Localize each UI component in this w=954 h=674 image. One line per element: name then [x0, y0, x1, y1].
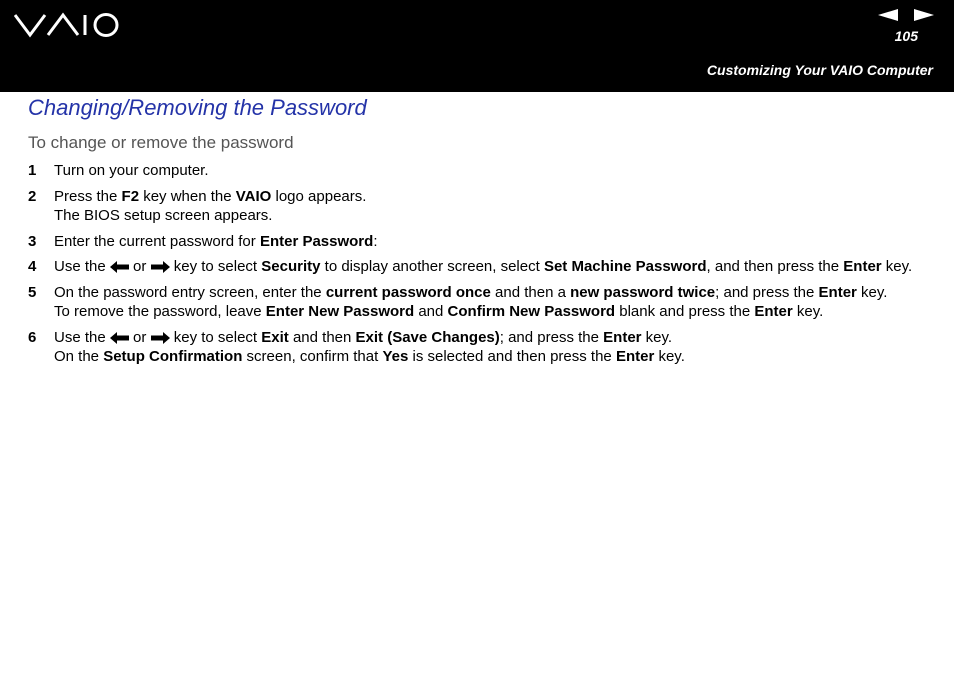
key-name: Enter [843, 258, 882, 275]
step-number: 6 [28, 328, 37, 346]
text-run: key when the [139, 187, 236, 205]
menu-name: Security [261, 258, 321, 275]
text-run: and then [288, 328, 356, 346]
previous-page-arrow-icon[interactable] [878, 9, 898, 21]
left-arrow-key-icon [110, 332, 129, 344]
text-run: key to select [169, 328, 262, 346]
text-run: On the password entry screen, enter the [54, 283, 326, 301]
text-run: Enter the current password for [54, 232, 260, 250]
step-number: 3 [28, 232, 37, 250]
text-run: , and then press the [706, 258, 844, 275]
step-text [54, 187, 934, 226]
text-run: key. [641, 328, 673, 346]
text-run: key. [856, 283, 888, 301]
step-2 [0, 187, 954, 226]
step-text [54, 328, 934, 367]
key-name: Enter [818, 283, 857, 301]
text-run: or [128, 328, 151, 346]
key-name: Enter [754, 303, 793, 320]
option-name: Yes [382, 348, 409, 365]
field-name: Confirm New Password [447, 303, 616, 320]
text-run: : [373, 232, 378, 250]
text-run: and [414, 303, 448, 320]
page-title: Changing/Removing the Password [28, 95, 367, 120]
text-run: key to select [169, 258, 262, 275]
menu-name: Exit [261, 328, 289, 346]
step-text [54, 283, 934, 322]
step-text-line: Turn on your computer. [54, 162, 209, 179]
step-text [54, 161, 934, 181]
emphasis: current password once [325, 283, 491, 301]
step-text [54, 232, 934, 252]
step-5 [0, 283, 954, 322]
step-number: 1 [28, 162, 37, 179]
text-run: logo appears. [271, 187, 367, 205]
text-run: key. [792, 303, 824, 320]
text-run: To remove the password, leave [54, 303, 266, 320]
right-arrow-key-icon [151, 261, 170, 273]
text-run: to display another screen, select [320, 258, 544, 275]
emphasis: new password twice [570, 283, 716, 301]
text-run: Use the [54, 258, 110, 275]
step-text [54, 257, 934, 277]
option-name: Set Machine Password [543, 258, 707, 275]
text-run: and then a [490, 283, 571, 301]
text-run: ; and press the [715, 283, 819, 301]
field-name: Enter New Password [265, 303, 415, 320]
page-number: 105 [894, 28, 918, 44]
step-3 [0, 232, 954, 252]
next-page-arrow-icon[interactable] [914, 9, 934, 21]
text-run: On the [54, 348, 104, 365]
step-4 [0, 257, 954, 277]
step-number: 4 [28, 258, 37, 275]
text-run: screen, confirm that [242, 348, 383, 365]
text-run: Use the [54, 328, 110, 346]
text-run: is selected and then press the [408, 348, 616, 365]
right-arrow-key-icon [151, 332, 170, 344]
step-6 [0, 328, 954, 367]
steps-list [0, 161, 954, 373]
logo-name: VAIO [235, 187, 272, 205]
field-name: Enter Password [259, 232, 374, 250]
vaio-logo [14, 12, 120, 38]
text-run: key. [654, 348, 685, 365]
screen-name: Setup Confirmation [103, 348, 243, 365]
text-run: or [128, 258, 151, 275]
text-run: key. [881, 258, 913, 275]
text-run: ; and press the [499, 328, 604, 346]
left-arrow-key-icon [110, 261, 129, 273]
text-run: The BIOS setup screen appears. [54, 207, 273, 224]
option-name: Exit (Save Changes) [355, 328, 500, 346]
page-header [0, 0, 954, 92]
key-name: F2 [121, 187, 140, 205]
key-name: Enter [615, 348, 655, 365]
step-number: 2 [28, 187, 37, 205]
procedure-subtitle: To change or remove the password [28, 133, 294, 152]
text-run: Press the [54, 187, 122, 205]
section-title: Customizing Your VAIO Computer [706, 62, 933, 78]
key-name: Enter [603, 328, 642, 346]
step-1 [0, 161, 954, 181]
text-run: blank and press the [615, 303, 755, 320]
step-number: 5 [28, 283, 37, 301]
